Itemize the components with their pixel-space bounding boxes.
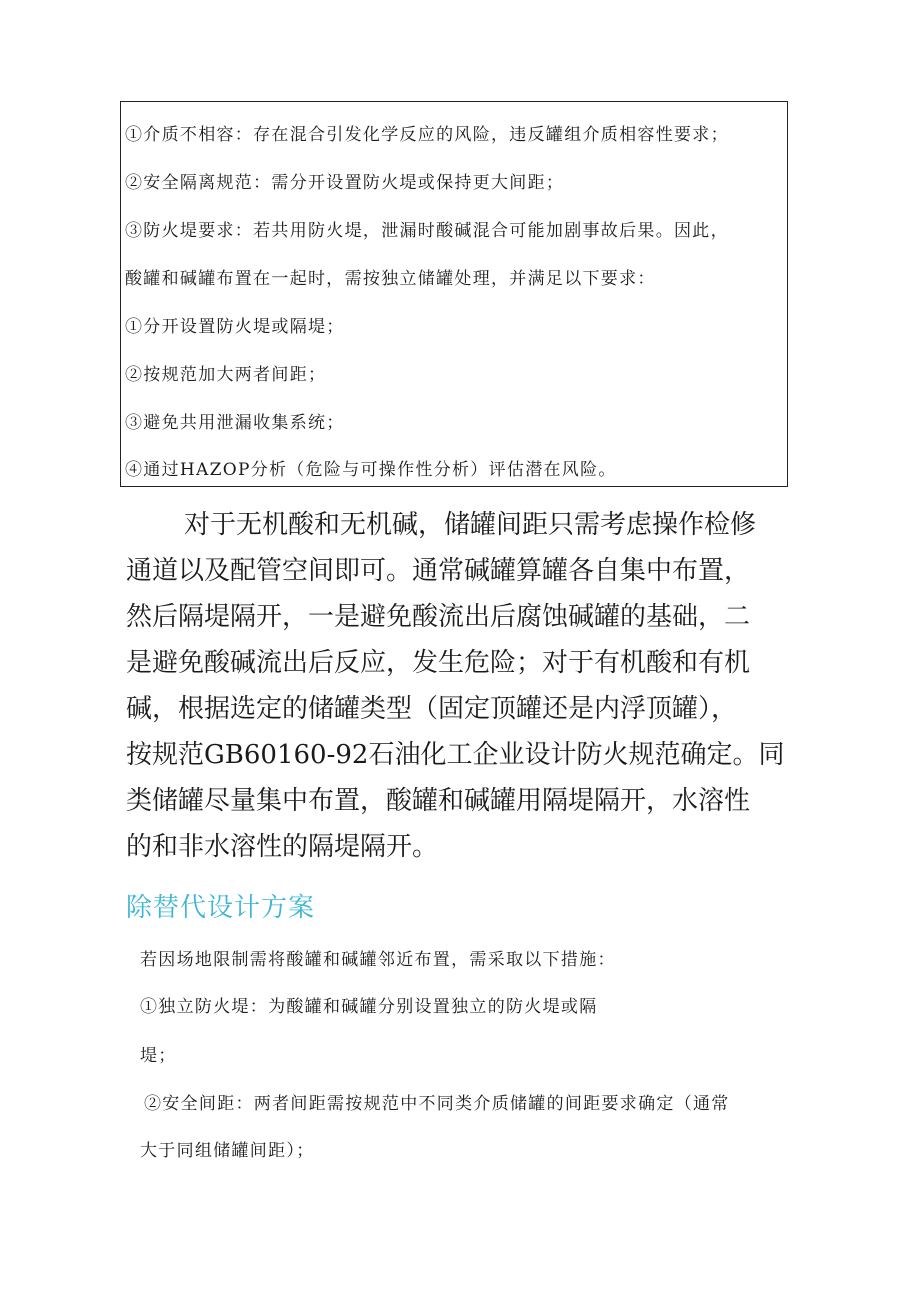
paragraph-line: 碱，根据选定的储罐类型（固定顶罐还是内浮顶罐）， bbox=[126, 694, 738, 724]
note-line: ②安全隔离规范：需分开设置防火堤或保持更大间距； bbox=[125, 173, 565, 193]
note-line: ④通过HAZOP分析（危险与可操作性分析）评估潜在风险。 bbox=[125, 460, 617, 480]
note-line: ③防火堤要求：若共用防火堤，泄漏时酸碱混合可能加剧事故后果。因此， bbox=[125, 221, 729, 241]
measure-line: 若因场地限制需将酸罐和碱罐邻近布置，需采取以下措施： bbox=[140, 950, 616, 970]
measure-line: ①独立防火堤：为酸罐和碱罐分别设置独立的防火堤或隔 bbox=[140, 997, 598, 1017]
paragraph-line: 是避免酸碱流出后反应，发生危险；对于有机酸和有机 bbox=[126, 648, 751, 678]
bordered-note-box bbox=[120, 101, 788, 487]
measure-line: 大于同组储罐间距）； bbox=[140, 1141, 315, 1161]
note-line: ①介质不相容：存在混合引发化学反应的风险，违反罐组介质相容性要求； bbox=[125, 125, 729, 145]
paragraph-line: 然后隔堤隔开，一是避免酸流出后腐蚀碱罐的基础，二 bbox=[126, 602, 751, 632]
paragraph-line: 对于无机酸和无机碱，储罐间距只需考虑操作检修 bbox=[184, 510, 757, 540]
note-line: 酸罐和碱罐布置在一起时，需按独立储罐处理，并满足以下要求： bbox=[125, 269, 656, 289]
paragraph-line: 通道以及配管空间即可。通常碱罐算罐各自集中布置， bbox=[126, 556, 751, 586]
measure-line: 堤； bbox=[140, 1046, 177, 1066]
note-line: ①分开设置防火堤或隔堤； bbox=[125, 317, 345, 337]
section-heading: 除替代设计方案 bbox=[126, 893, 316, 923]
paragraph-line: 按规范GB60160-92石油化工企业设计防火规范确定。同 bbox=[126, 740, 785, 770]
paragraph-line: 的和非水溶性的隔堤隔开。 bbox=[126, 832, 439, 862]
paragraph-line: 类储罐尽量集中布置，酸罐和碱罐用隔堤隔开，水溶性 bbox=[126, 786, 751, 816]
note-line: ②按规范加大两者间距； bbox=[125, 365, 327, 385]
measure-line: ②安全间距：两者间距需按规范中不同类介质储罐的间距要求确定（通常 bbox=[144, 1094, 730, 1114]
note-line: ③避免共用泄漏收集系统； bbox=[125, 413, 345, 433]
